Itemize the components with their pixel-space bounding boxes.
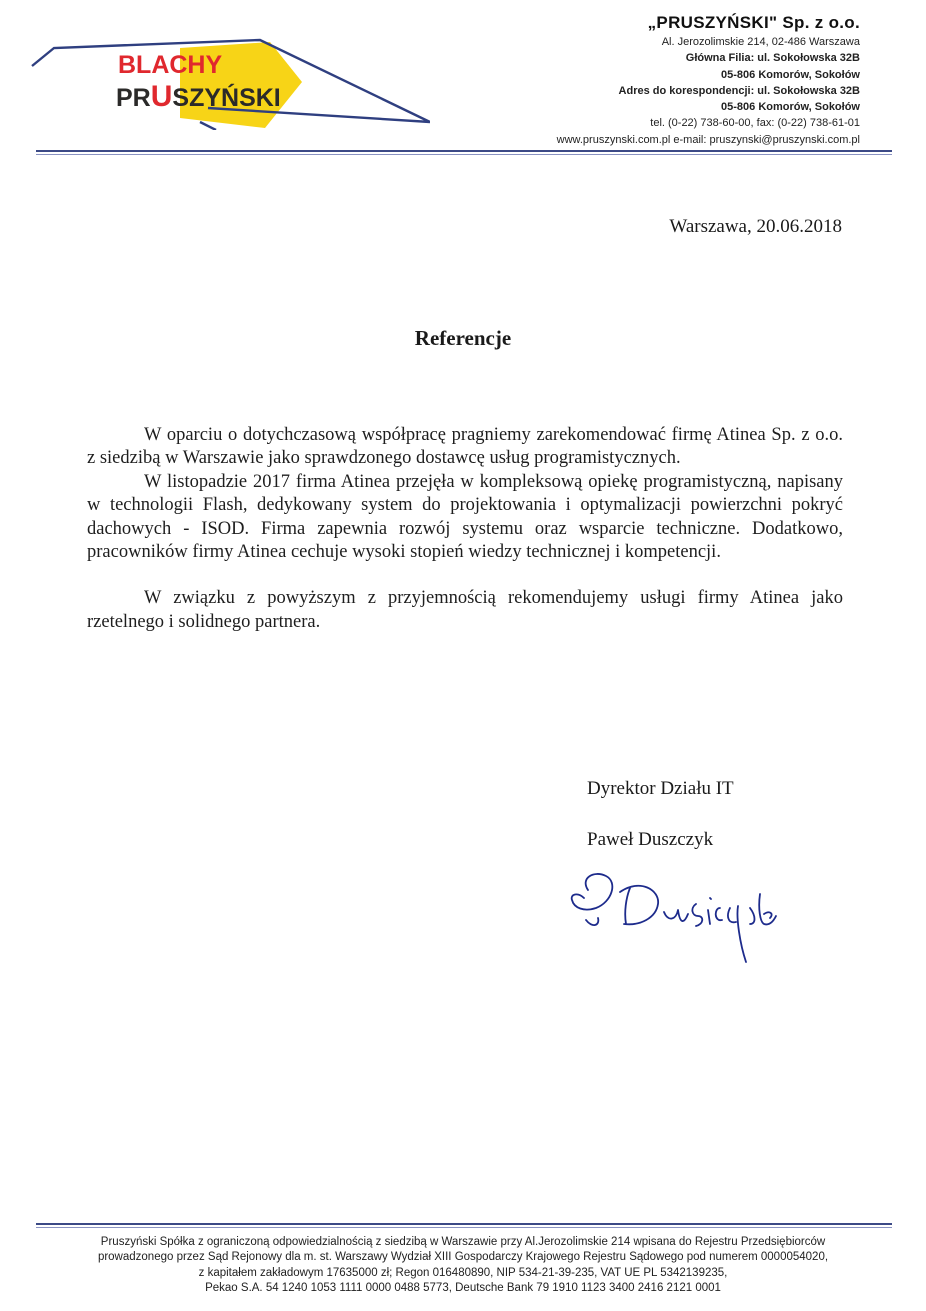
signatory-role: Dyrektor Działu IT (587, 778, 734, 799)
letter-paragraph-3: W związku z powyższym z przyjemnością rekomendujemy usługi firmy Atinea jako rzetelnego i solidnego partnera. (87, 588, 843, 632)
company-branch-line1: Główna Filia: ul. Sokołowska 32B (685, 52, 860, 65)
footer-legal (30, 1235, 896, 1296)
company-correspondence-line1: Adres do korespondencji: ul. Sokołowska 32B (618, 84, 860, 97)
logo-pruszynski-text: PRUSZYŃSKI (116, 80, 281, 113)
company-header (420, 12, 860, 148)
company-phone: tel. (0-22) 738-60-00, fax: (0-22) 738-61-01 (650, 117, 860, 130)
company-branch-line2: 05-806 Komorów, Sokołów (721, 68, 860, 81)
company-logo (30, 38, 430, 130)
letter-paragraph-1: W oparciu o dotychczasową współpracę pragniemy zarekomendować firmę Atinea Sp. z o.o. z siedzibą w Warszawie jako sprawdzonego dostawcę usług programistycznych. (87, 425, 843, 469)
footer-line-4: Pekao S.A. 54 1240 1053 1111 0000 0488 5773, Deutsche Bank 79 1910 1123 3400 2416 2121 0001 (205, 1281, 721, 1294)
company-web-email: www.pruszynski.com.pl e-mail: pruszynski@pruszynski.com.pl (556, 133, 860, 146)
footer-line-3: z kapitałem zakładowym 17635000 zł; Regon 016480890, NIP 534-21-39-235, VAT UE PL 5342139235, (198, 1266, 728, 1279)
logo-blachy-text: BLACHY (118, 51, 223, 79)
letter-date: Warszawa, 20.06.2018 (669, 216, 842, 237)
handwritten-signature (560, 868, 810, 968)
letter-body (87, 424, 843, 634)
company-address: Al. Jerozolimskie 214, 02-486 Warszawa (661, 36, 860, 48)
company-name: „PRUSZYŃSKI" Sp. z o.o. (647, 13, 860, 32)
letter-paragraph-2: W listopadzie 2017 firma Atinea przejęła w kompleksową opiekę programistyczną, napisany w technologii Flash, dedykowany system do projektowania i optymalizacji powierzchni pokryć dachowych - ISOD. Firma zapewnia rozwój systemu oraz wsparcie techniczne. Dodatkowo, pracowników firmy Atinea cechuje wysoki stopień wiedzy technicznej i kompetencji. (87, 471, 843, 563)
company-correspondence-line2: 05-806 Komorów, Sokołów (721, 101, 860, 114)
footer-line-2: prowadzonego przez Sąd Rejonowy dla m. st. Warszawy Wydział XIII Gospodarczy Krajowego Rejestru Sądowego pod numerem 0000054020, (97, 1251, 829, 1264)
letter-title: Referencje (414, 326, 512, 350)
signatory-name: Paweł Duszczyk (587, 829, 714, 850)
footer-line-1: Pruszyński Spółka z ograniczoną odpowiedzialnością z siedzibą w Warszawie przy Al.Jerozolimskie 214 wpisana do Rejestru Przedsiębiorców (100, 1236, 826, 1248)
